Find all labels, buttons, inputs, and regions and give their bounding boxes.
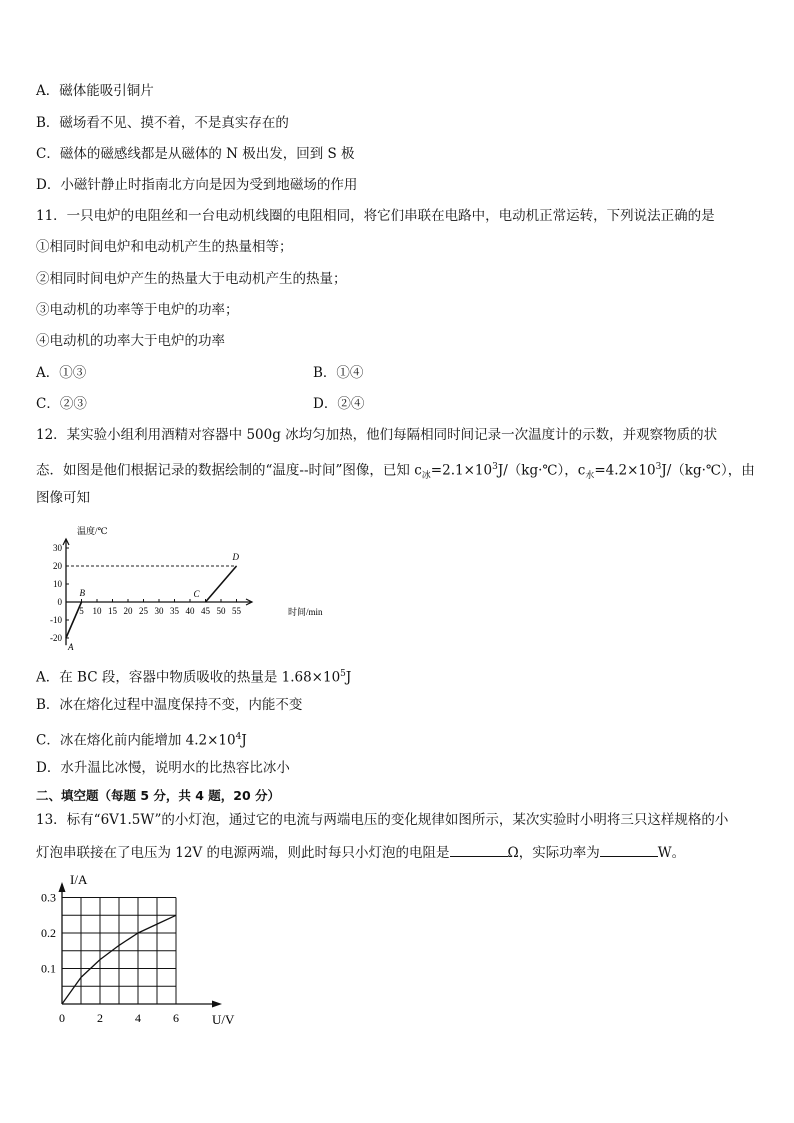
y-tick-label: 0.3 — [41, 890, 56, 905]
q11-option-d: D．②④ — [313, 396, 365, 412]
chart-grid — [62, 898, 176, 1005]
q11-stem: 11．一只电炉的电阻丝和一台电动机线圈的电阻相同，将它们串联在电路中，电动机正常运转，下列说法正确的是 — [36, 208, 715, 224]
q11-option-b: B．①④ — [313, 365, 364, 381]
x-tick-label: 50 — [216, 606, 226, 616]
x-tick-label: 20 — [123, 606, 133, 616]
q11-statement-1: ①相同时间电炉和电动机产生的热量相等； — [36, 239, 293, 255]
q11-option-a: A．①③ — [36, 365, 87, 381]
x-tick-label: 5 — [79, 606, 84, 616]
x-tick-label: 10 — [92, 606, 102, 616]
x-tick-label: 45 — [201, 606, 210, 616]
y-axis-label: 温度/℃ — [77, 526, 108, 536]
y-axis-arrow — [59, 882, 66, 892]
x-axis-label: U/V — [212, 1012, 235, 1027]
segment-cd — [206, 566, 237, 602]
y-tick-label: 0 — [57, 597, 62, 607]
x-axis-arrow — [212, 1001, 222, 1008]
q12-stem-line2: 态．如图是他们根据记录的数据绘制的“温度--时间”图像，已知 $c_冰=2.1\times 10^3J/(kg\cdot℃)$，$c_水=4.2\times 10^3J/(kg\cdot℃)$，由 — [36, 462, 755, 482]
q11-statement-3: ③电动机的功率等于电炉的功率； — [36, 302, 239, 318]
q12-stem-line1: 12．某实验小组利用酒精对容器中 500g 冰均匀加热，他们每隔相同时间记录一次温度计的示数，并观察物质的状 — [36, 427, 718, 443]
q11-statement-2: ②相同时间电炉产生的热量大于电动机产生的热量； — [36, 271, 347, 287]
y-axis-label: I/A — [70, 872, 88, 887]
x-tick-label: 55 — [232, 606, 241, 616]
chart-axes — [59, 882, 223, 1008]
q12-option-c: C．冰在熔化前内能增加 $4.2\times 10^4J$ — [36, 732, 247, 749]
x-tick-label: 4 — [135, 1011, 141, 1025]
temperature-time-chart — [34, 522, 354, 657]
x-tick-label: 40 — [185, 606, 195, 616]
q11-statement-4: ④电动机的功率大于电炉的功率 — [36, 333, 225, 349]
answer-blank-resistance[interactable] — [450, 843, 508, 857]
point-label-a: A — [68, 642, 74, 652]
point-label-c: C — [193, 589, 200, 599]
y-tick-label: 0.2 — [41, 926, 56, 940]
y-tick-label: 30 — [53, 543, 62, 553]
x-tick-label: 25 — [139, 606, 148, 616]
q12-stem-line3: 图像可知 — [36, 490, 90, 506]
y-tick-label: 20 — [53, 561, 62, 571]
y-tick-label: 0.1 — [41, 961, 56, 976]
section-heading: 二、填空题（每题 5 分，共 4 题，20 分） — [36, 788, 281, 803]
current-voltage-chart — [30, 868, 270, 1033]
x-tick-label: 30 — [154, 606, 164, 616]
point-label-b: B — [79, 588, 85, 598]
x-tick-labels — [59, 1011, 179, 1025]
y-tick-label: -20 — [50, 633, 62, 643]
answer-blank-power[interactable] — [600, 843, 658, 857]
q13-stem-line1: 13．标有“6V1.5W”的小灯泡，通过它的电流与两端电压的变化规律如图所示，某次实验时小明将三只这样规格的小 — [36, 812, 729, 828]
point-label-d: D — [232, 552, 239, 562]
y-tick-label: -10 — [50, 615, 62, 625]
x-tick-label: 15 — [108, 606, 117, 616]
q10-option-c: C．磁体的磁感线都是从磁体的 N 极出发，回到 S 极 — [36, 146, 355, 162]
q10-option-b: B．磁场看不见、摸不着，不是真实存在的 — [36, 115, 289, 131]
x-tick-label: 0 — [59, 1011, 65, 1025]
x-axis-label: 时间/min — [288, 607, 323, 617]
q10-option-a: A．磁体能吸引铜片 — [36, 83, 154, 99]
x-tick-label: 35 — [170, 606, 179, 616]
q12-option-a: A．在 BC 段，容器中物质吸收的热量是 $1.68\times 10^5J$ — [36, 669, 352, 686]
x-tick-label: 2 — [97, 1011, 103, 1025]
chart-axes — [63, 539, 252, 645]
y-tick-labels — [41, 891, 56, 976]
q12-option-d: D．水升温比冰慢，说明水的比热容比冰小 — [36, 760, 290, 776]
x-tick-label: 6 — [173, 1011, 179, 1025]
q11-option-c: C．②③ — [36, 396, 87, 412]
q12-option-b: B．冰在熔化过程中温度保持不变，内能不变 — [36, 697, 303, 713]
y-tick-label: 10 — [53, 579, 62, 589]
q10-option-d: D．小磁针静止时指南北方向是因为受到地磁场的作用 — [36, 177, 358, 193]
q13-stem-line2: 灯泡串联接在了电压为 12V 的电源两端，则此时每只小灯泡的电阻是 Ω，实际功率为 W。 — [36, 845, 686, 861]
